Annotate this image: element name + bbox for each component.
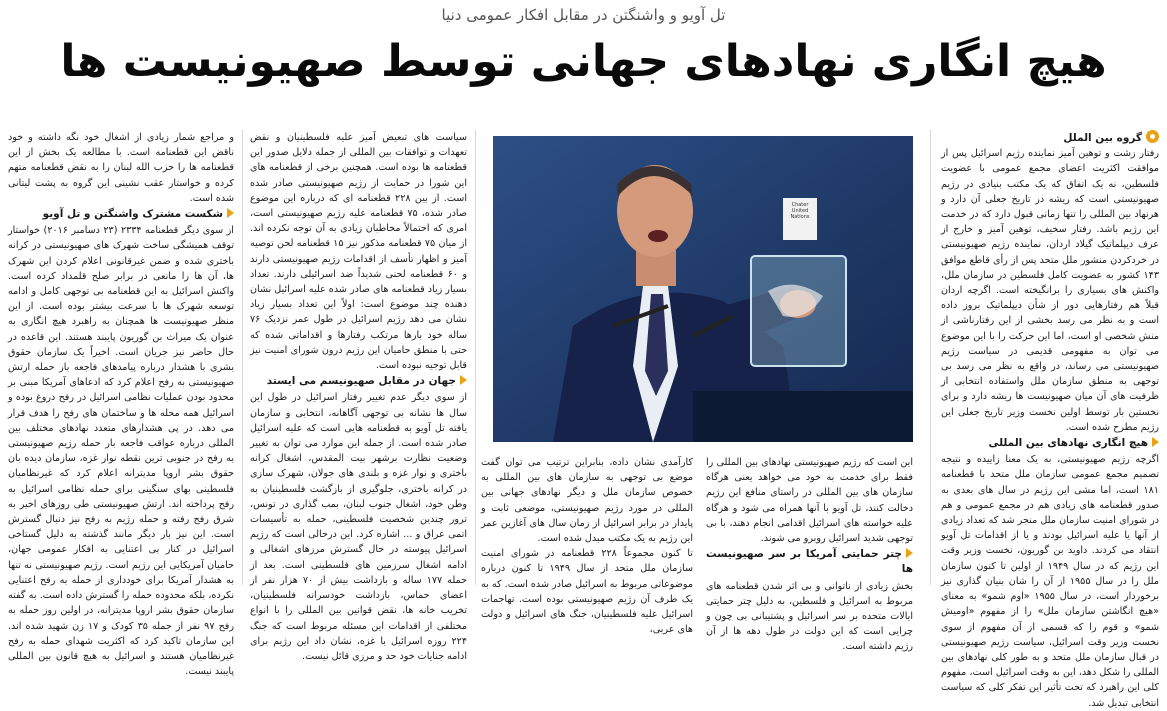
subheading-joint-failure: شکست مشترک واشنگتن و تل آویو bbox=[8, 207, 234, 222]
column-divider bbox=[930, 130, 931, 585]
column-2-paragraph-2: بخش زیادی از ناتوانی و بی اثر شدن قطعنامه های مربوط به اسرائیل و فلسطین، به دلیل چتر حمایتی ایالات متحده بر سر اسرائیل و پشتیبانی بی چون و چرایی است که این دولت در طول دهه ها از آن رژیم داشته است. bbox=[706, 580, 913, 653]
column-4-paragraph-1: سیاست های تبعیض آمیز علیه فلسطینیان و نقض تعهدات و توافقات بین المللی از جمله دلایل صدور این قطعنامه ها بوده است. همچنین برخی از قطعنامه های این شورا در حمایت از رژیم صهیونیستی صادر شده است. از بین ۲۲۸ قطعنامه ای که درباره این موضوع صادر شده، ۷۵ قطعنامه علیه رژیم صهیونیستی است، امری که احتمالاً مخاطبان زیادی به آن توجه نکرده اند. از میان ۷۵ قطعنامه مذکور نیز ۱۵ قطعنامه لحن توصیه آمیز و اظهار تأسف از اقدامات رژیم صهیونیستی دارند و ۶۰ قطعنامه لحنی شدیداً ضد اسرائیلی دارند. تعداد بسیار زیاد قطعنامه های صادر شده علیه اسرائیل نشان دهنده چند موضوع است: اولاً این تعداد بسیار زیاد نشان می دهد رژیم اسرائیل در طول عمر نزدیک ۷۶ ساله خود بارها مرتکب رفتارها و اقداماتی شده که حتی با منطق حامیان این رژیم درون شورای امنیت نیز قابل توجیه نبوده است. bbox=[250, 132, 467, 372]
subheading-world-against-zionism: جهان در مقابل صهیونیسم می ایستد bbox=[250, 374, 467, 389]
column-5-paragraph-2: از سوی دیگر قطعنامه ۲۳۳۴ (۲۳ دسامبر ۲۰۱۶) خواستار توقف همیشگی ساخت شهرک های صهیونیستی در کرانه باختری شده و ضمن غیرقانونی اعلام کردن این شهرک ها، آن ها را مانعی در برابر صلح قلمداد کرده است. واکنش اسرائیل به این قطعنامه بی توجهی کامل و ادامه توسعه شهرک ها با سرعت بیشتر بوده است. از این منظر صهیونیست ها همچنان به راهبرد هیچ انگاری به عنوان یک میراث بن گوریون پایبند هستند. این قاعده در حال حاضر نیز جریان است. اخیراً یک سازمان حقوق بشری با هشدار درباره پیامدهای فاجعه بار حمله ارتش صهیونیستی به رفح اعلام کرد که ادعاهای آمریکا مبنی بر محدود بودن عملیات نظامی اسرائیل در رفح دروغ بوده و اسرائیل همه محله ها و ساختمان های رفح را هدف قرار می دهد. در پی هشدارهای متعدد نهادهای مختلف بین المللی درباره عواقب فاجعه بار حمله رژیم صهیونیستی به رفح در جنوبی ترین نقطه نوار غزه، سازمان دیده بان حقوق بشر اروپا مدیترانه اعلام کرد که غیرنظامیان فلسطینی بهای سنگینی برای حمله نظامی اسرائیل به رفح پرداخته اند. ارتش صهیونیستی طی روزهای اخیر به شرق رفح رفته و حمله رژیم به رفح نیز دنبال گسترش است. این نیز بار دیگر مانند گذشته به دلیل گستاخی اسرائیل در کنار بی اعتنایی به افکار عمومی جهان، حامیان آمریکایی این رژیم است. رژیم صهیونیستی نه تنها به هشدار آمریکا برای خودداری از حمله به رفح اعتنایی نکرده، بلکه محدوده حمله را گسترش داده است. به گفته سازمان حقوق بشر اروپا مدیترانه، در اولین روز حمله به رفح ۹۷ نفر از جمله ۳۵ کودک و ۱۷ زن شهید شده اند. این سازمان تاکید کرد که اکثریت شهدای حمله به رفح غیرنظامیان هستند و اسرائیل به هیچ قانون بین المللی پایبند نیست. bbox=[8, 225, 234, 678]
column-3 bbox=[481, 455, 693, 636]
column-divider bbox=[242, 130, 243, 585]
subheading-us-umbrella: چتر حمایتی آمریکا بر سر صهیونیست ها bbox=[706, 547, 913, 577]
source-label-row bbox=[941, 130, 1159, 146]
article-photo bbox=[493, 136, 913, 442]
column-5 bbox=[8, 130, 234, 678]
column-3-paragraph-1: کارآمدی نشان داده، بنابراین ترتیب می توان گفت موضع بی توجهی به سازمان های بین المللی به خصوص سازمان ملل و دیگر نهادهای جهانی بین المللی در مورد رژیم صهیونیستی، موضعی ثابت و پایدار در برابر اسرائیل از زمان سال های آغازین عمر این رژیم به یک مکتب مبدل شده است. bbox=[481, 457, 693, 545]
column-3-paragraph-2: تا کنون مجموعاً ۲۲۸ قطعنامه در شورای امنیت سازمان ملل متحد از سال ۱۹۴۹ تا کنون درباره موضوعاتی مربوط به اسرائیل صادر شده است. که به یک طرف آن رژیم صهیونیستی بوده است. تهاجمات اسرائیل علیه فلسطینیان، جنگ های اسرائیل و دولت های عربی، bbox=[481, 548, 693, 636]
placard-text: Chater United Nations bbox=[790, 202, 810, 220]
source-label: گروه بین الملل bbox=[1063, 132, 1142, 144]
headline: هیچ انگاری نهادهای جهانی توسط صهیونیست ها bbox=[60, 36, 1107, 87]
column-1-paragraph-1: رفتار زشت و توهین آمیز نماینده رژیم اسرائیل پس از موافقت اکثریت اعضای مجمع عمومی با عضویت فلسطین، نه یک اتفاق که یک مکتب بنیادی در رژیم صهیونیستی است که ریشه در تاریخ جعلی آن دارد و هرنهاد بین المللی را تنها زمانی قبول دارد که در خدمت این رژیم باشد. رفتار سخیف، توهین آمیز و خارج از عرف دیپلماتیک گیلاد اردان، نماینده رژیم صهیونیستی در خردکردن منشور ملل متحد پس از رأی قاطع موافق ۱۴۳ کشور به عضویت کامل فلسطین در سازمان ملل، واکنش های بسیاری را برانگیخته است. اگرچه اردان قبلاً هم رفتارهایی دور از شأن دیپلماتیک بروز داده است و به نظر می رسد بخشی از این رفتارناشی از منش شخصی او است، اما این حرکت را با این موضوع می توان به مفهومی قدیمی در سیاست رژیم صهیونیستی می رساند، در واقع به نظر می رسد بی توجهی به منطق سازمان ملل واستفاده انتخابی از ظرفیت های آن میان صهیونیست ها ریشه دارد و برای نخستین بار توسط اولین نخست وزیر تاریخ جعلی این رژیم مطرح شده است. bbox=[941, 148, 1159, 433]
column-2-paragraph-1: این است که رژیم صهیونیستی نهادهای بین المللی را فقط برای خدمت به خود می خواهد یعنی هرگاه سازمان های بین المللی در راستای منافع این رژیم دخالت کنند، تل آویو با آنها همراه می شود و هرگاه علیه خواسته های اسرائیل اقدامی انجام دهند، با بی توجهی شدید اسرائیل روبرو می شوند. bbox=[706, 457, 913, 545]
subheading-international-bodies: هیچ انگاری نهادهای بین المللی bbox=[941, 436, 1159, 451]
column-2 bbox=[706, 455, 913, 653]
column-4-paragraph-2: از سوی دیگر عدم تغییر رفتار اسرائیل در طول این سال ها نشانه بی توجهی آگاهانه، انتخابی و سازمان یافته تل آویو به قطعنامه هایی است که علیه اسرائیل صادر شده است. از جمله این موارد می توان به تغییر وضعیت نظارت برشهر بیت المقدس، اشغال کرانه باختری و نوار غزه و بلندی های جولان، شهرک سازی در کرانه باختری، جلوگیری از بازگشت فلسطینیان به وطن خود، اشغال جنوب لبنان، بمب گذاری در تونس، ترور چندین شخصیت فلسطینی، حمله به تأسیسات اتمی عراق و ... اشاره کرد. این درحالی است که رژیم اسرائیل پیوسته در حال گسترش مرزهای اشغالی و ادامه اشغال سرزمین های فلسطینی است. بعد از حمله ۱۷۷ ساله و بازداشت بیش از ۷۰ هزار نفر از اعضای حماس، بازداشت خودسرانه فلسطینیان، تخریب خانه ها، نقض قوانین بین المللی را با انواع مختلفی از اقدامات این مسئله مربوط است که جنگ ۲۲۴ روزه اسرائیل با غزه، نشان داد این رژیم برای ادامه جنایات خود حد و مرزی قائل نیست. bbox=[250, 392, 467, 662]
newspaper-logo-icon bbox=[1146, 130, 1159, 143]
column-1 bbox=[941, 130, 1159, 709]
column-5-paragraph-1: و مراجع شمار زیادی از اشغال خود نگه داشته و خود ناقض این قطعنامه است. با مطالعه یک بخش از این قطعنامه ها را حزب الله لبنان را به نقض قطعنامه متهم کرده و خواستار عقب نشینی این گروه به پشت لیتانی شده است. bbox=[8, 132, 234, 204]
kicker: تل آویو و واشنگتن در مقابل افکار عمومی دنیا bbox=[441, 6, 726, 24]
column-divider bbox=[475, 130, 476, 585]
column-1-paragraph-2: اگرچه رژیم صهیونیستی، به یک معنا زاییده و نتیجه تصمیم مجمع عمومی سازمان ملل متحد با قطعنامه ۱۸۱ است، اما مشی این رژیم در سال های بعدی به صدور قطعنامه های زیادی هم در مجمع عمومی و هم در شورای امنیت سازمان ملل منجر شد که تعداد زیادی از آنها یا علیه اسرائیل بودند و یا از اقدامات تل آویو انتقاد می کردند. داوید بن گوریون، نخست وزیر وقت این رژیم که در سال ۱۹۴۹ از اولین تا کنون سازمان ملل را در سال ۱۹۵۵ از آن را شان بنیان گذاری نیز برخوردار است، در سال ۱۹۵۵ «اوم شمو» به معنای «هیچ انگاشتن سازمان ملل» را از مفهوم «اومیش شمو» و قوم را که قسمی از آن مفهوم از سوی نخست وزیر وقت اسرائیل، سیاست رژیم صهیونیستی در قبال سازمان ملل متحد و به طور کلی نهادهای بین المللی را شکل دهد، این به وقت اسرائیل است، مفهوم کلی این راهبرد که تحت تأثیر این تفکر کلی که سیاست انتخابی تبدیل شد. bbox=[941, 454, 1159, 709]
column-4 bbox=[250, 130, 467, 662]
speaker-at-podium-image bbox=[493, 136, 913, 442]
